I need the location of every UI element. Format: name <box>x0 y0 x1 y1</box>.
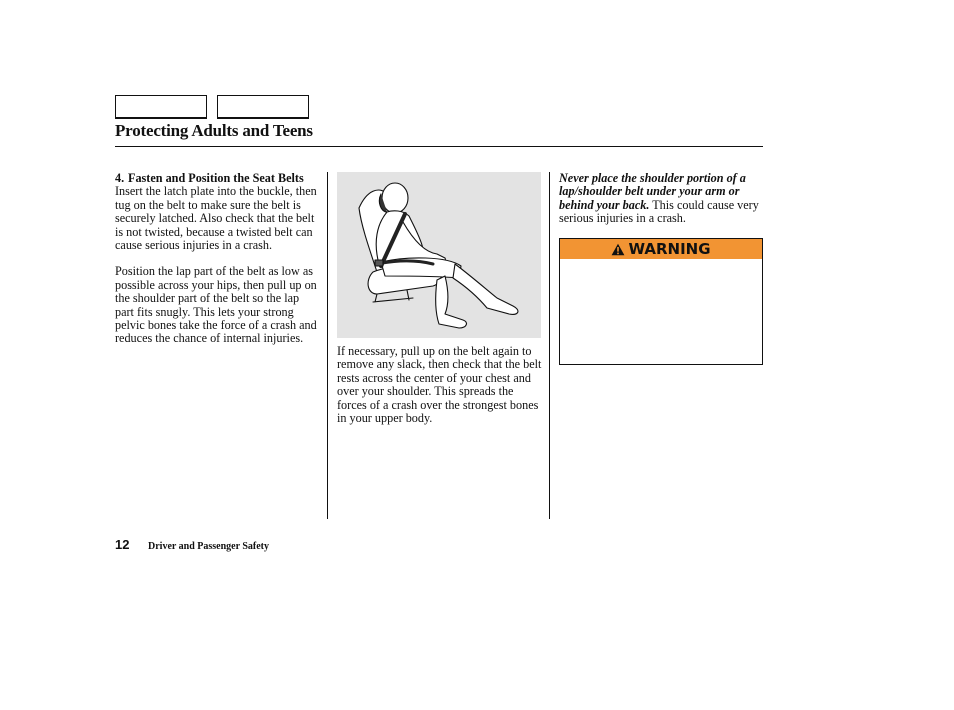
header-tab-box-right <box>217 95 309 119</box>
column-left <box>115 172 321 346</box>
header-tab-box-left <box>115 95 207 119</box>
warning-box <box>559 238 763 365</box>
page-number: 12 <box>115 537 130 552</box>
title-divider <box>115 146 763 147</box>
paragraph-lap-belt: Position the lap part of the belt as low as possible across your hips, then pull up on the shoulder part of the belt so the lap part fits snugly. This lets your strong pelvic bones take the force of a crash and reduces the chance of internal injuries. <box>115 264 317 346</box>
caution-emphasis: Never place the shoulder portion of a lap/shoulder belt under your arm or behind your back. <box>559 171 746 212</box>
column-right <box>559 172 765 226</box>
footer-section-title: Driver and Passenger Safety <box>148 541 270 552</box>
warning-header <box>560 239 762 259</box>
seated-passenger-with-seat-belt-illustration <box>337 172 541 338</box>
warning-triangle-icon <box>611 243 625 256</box>
step-title: Fasten and Position the Seat Belts <box>128 171 304 185</box>
step-number: 4. <box>115 171 125 185</box>
caution-text: This could cause very serious injuries in a crash. <box>559 197 759 226</box>
paragraph-belt-check: If necessary, pull up on the belt again to remove any slack, then check that the belt rests across the center of your chest and over your shoulder. This spreads the forces of a crash over the strongest bones in your upper body. <box>337 344 542 426</box>
warning-label: WARNING <box>628 240 711 258</box>
column-divider-2 <box>549 172 550 519</box>
column-divider-1 <box>327 172 328 519</box>
shoulder-belt-caution <box>559 172 765 226</box>
page-title: Protecting Adults and Teens <box>115 121 313 140</box>
step-heading <box>115 172 321 185</box>
column-middle <box>337 345 543 425</box>
paragraph-latch: Insert the latch plate into the buckle, then tug on the belt to make sure the belt is securely latched. Also check that the belt is not twisted, because a twisted belt can cause serious injuries in a crash. <box>115 184 317 253</box>
